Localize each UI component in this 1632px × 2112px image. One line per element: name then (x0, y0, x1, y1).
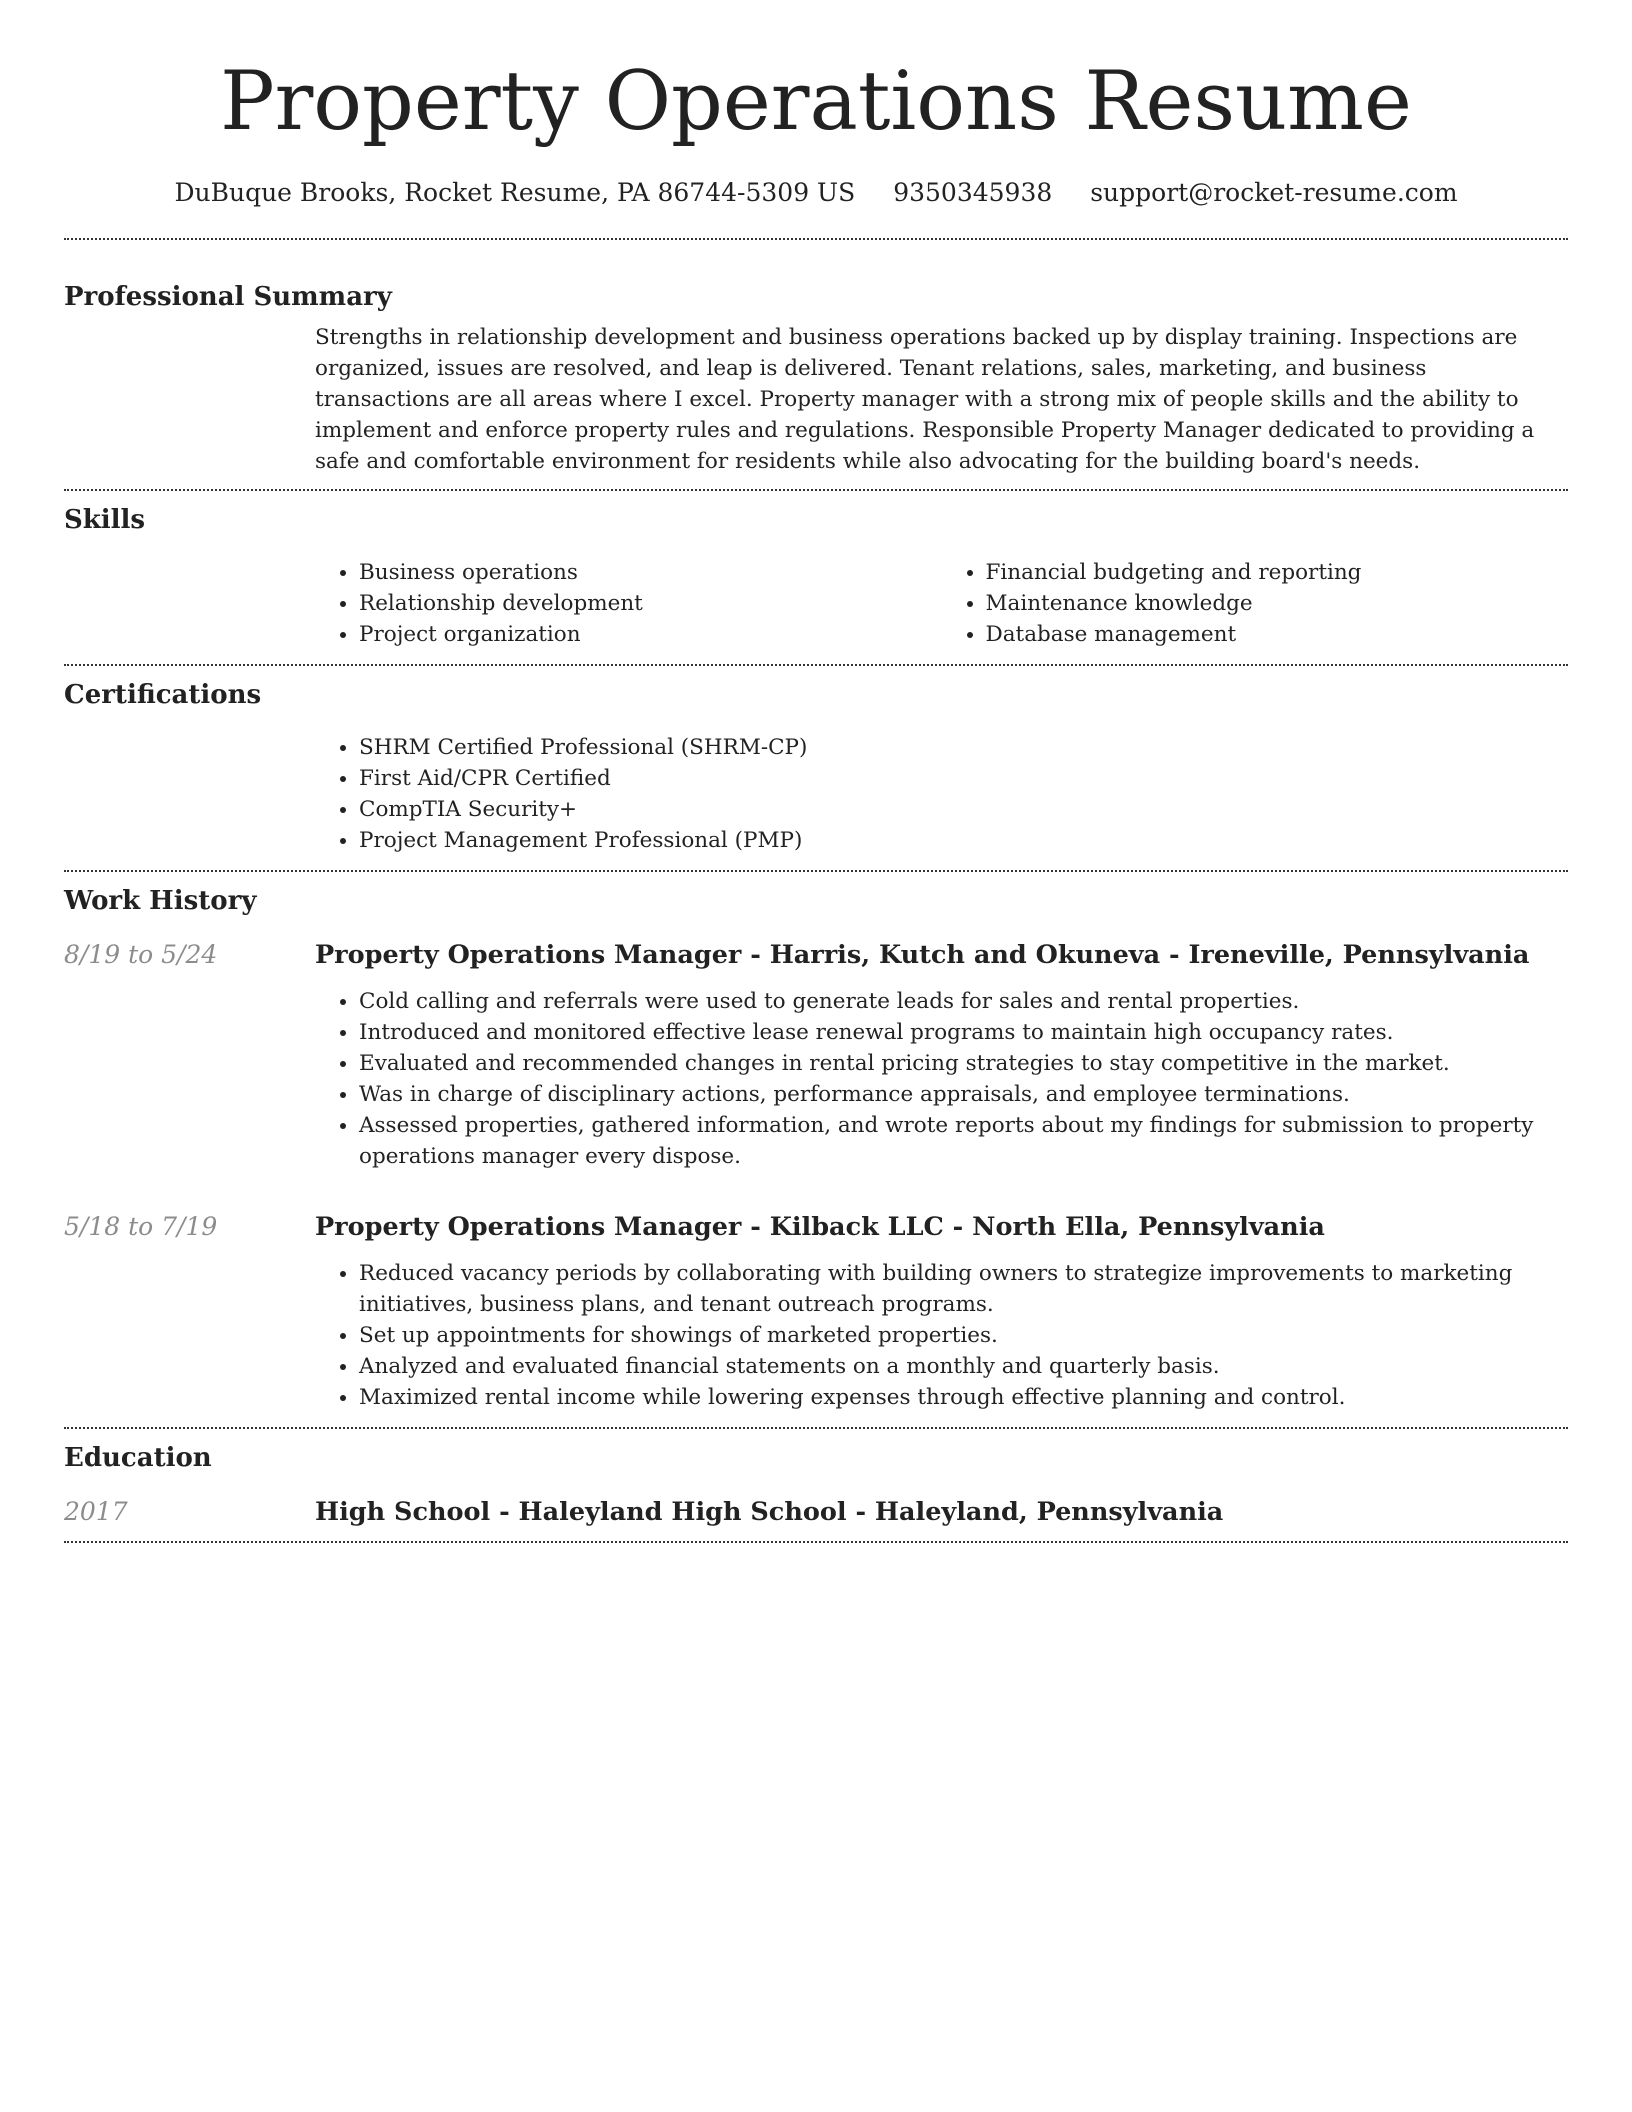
job-bullets (315, 986, 1568, 1172)
contact-email: support@rocket-resume.com (1090, 178, 1458, 207)
certification-item: • CompTIA Security+ (359, 794, 1568, 825)
contact-address: DuBuque Brooks, Rocket Resume, PA 86744-5309 US (174, 178, 856, 207)
work-history-section (64, 884, 1568, 1413)
skills-column-left (315, 557, 942, 650)
education-heading: Education (64, 1443, 212, 1473)
certifications-list (315, 732, 1568, 856)
certification-item: • First Aid/CPR Certified (359, 763, 1568, 794)
divider (64, 1541, 1568, 1543)
education-year: 2017 (64, 1497, 128, 1526)
job-bullet: • Was in charge of disciplinary actions, performance appraisals, and employee terminations. (359, 1079, 1568, 1110)
divider (64, 664, 1568, 666)
job-dates: 8/19 to 5/24 (64, 940, 218, 969)
job-bullet: • Cold calling and referrals were used to generate leads for sales and rental properties. (359, 986, 1568, 1017)
certifications-heading: Certifications (64, 680, 262, 710)
skill-item: • Business operations (359, 557, 942, 588)
job-bullet: • Analyzed and evaluated financial statements on a monthly and quarterly basis. (359, 1351, 1568, 1382)
certifications-section (64, 678, 1568, 856)
divider (64, 870, 1568, 872)
job-bullet: • Set up appointments for showings of marketed properties. (359, 1320, 1568, 1351)
job-title: Property Operations Manager - Kilback LLC - North Ella, Pennsylvania (315, 1212, 1325, 1242)
job-bullets (315, 1258, 1568, 1413)
work-history-heading: Work History (64, 886, 257, 916)
skill-item: • Financial budgeting and reporting (986, 557, 1569, 588)
job-bullet: • Maximized rental income while lowering expenses through effective planning and control. (359, 1382, 1568, 1413)
certification-item: • SHRM Certified Professional (SHRM-CP) (359, 732, 1568, 763)
job-bullet: • Assessed properties, gathered information, and wrote reports about my findings for submission to property operations manager every dispose. (359, 1110, 1568, 1172)
skill-item: • Project organization (359, 619, 942, 650)
education-title: High School - Haleyland High School - Haleyland, Pennsylvania (315, 1497, 1224, 1527)
skill-item: • Database management (986, 619, 1569, 650)
skills-list (315, 557, 1568, 650)
summary-section (64, 280, 1568, 477)
divider (64, 1427, 1568, 1429)
skill-item: • Maintenance knowledge (986, 588, 1569, 619)
summary-text: Strengths in relationship development and business operations backed up by display training. Inspections are organized, issues are resolved, and leap is delivered. Tenant relations, sales, marketing, and business transactions are all areas where I excel. Property manager with a strong mix of people skills and the ability to implement and enforce property rules and regulations. Responsible Property Manager dedicated to providing a safe and comfortable environment for residents while also advocating for the building board's needs. (315, 325, 1535, 474)
job-bullet: • Evaluated and recommended changes in rental pricing strategies to stay competitive in the market. (359, 1048, 1568, 1079)
skill-item: • Relationship development (359, 588, 942, 619)
job-title: Property Operations Manager - Harris, Kutch and Okuneva - Ireneville, Pennsylvania (315, 940, 1530, 970)
summary-heading: Professional Summary (64, 282, 392, 312)
job-dates: 5/18 to 7/19 (64, 1212, 218, 1241)
resume-title: Property Operations Resume (220, 55, 1412, 149)
contact-line (64, 176, 1568, 210)
job-entry (64, 1210, 1568, 1413)
job-entry (64, 938, 1568, 1172)
job-bullet: • Reduced vacancy periods by collaborating with building owners to strategize improvements to marketing initiatives, business plans, and tenant outreach programs. (359, 1258, 1568, 1320)
resume-page (64, 0, 1568, 1543)
education-section (64, 1441, 1568, 1529)
divider (64, 489, 1568, 491)
job-bullet: • Introduced and monitored effective lease renewal programs to maintain high occupancy rates. (359, 1017, 1568, 1048)
skills-section (64, 503, 1568, 650)
education-entry (64, 1495, 1568, 1529)
divider (64, 238, 1568, 240)
certification-item: • Project Management Professional (PMP) (359, 825, 1568, 856)
contact-phone: 9350345938 (893, 178, 1053, 207)
skills-column-right (942, 557, 1569, 650)
skills-heading: Skills (64, 505, 146, 535)
